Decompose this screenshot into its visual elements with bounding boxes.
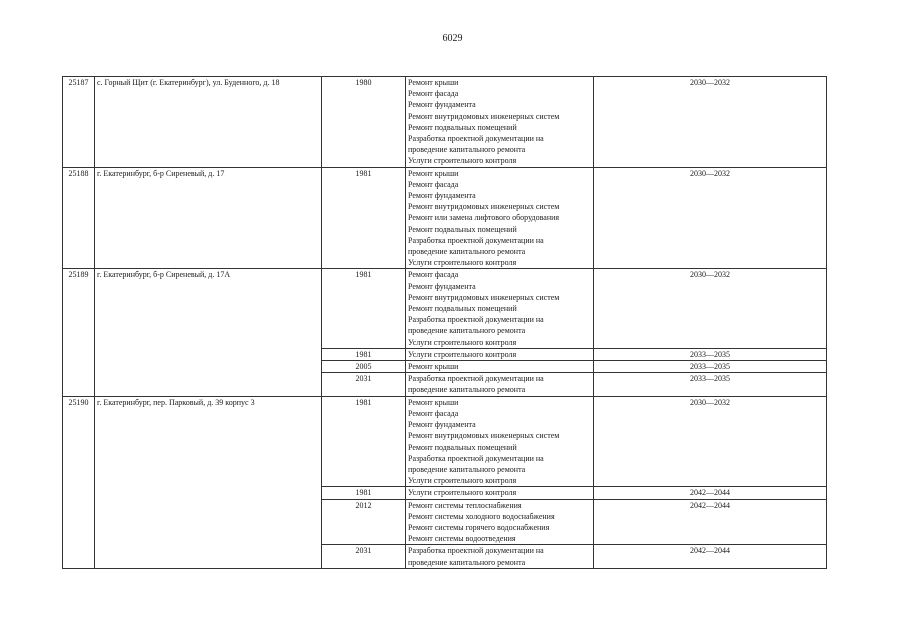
work-item: проведение капитального ремонта <box>408 464 526 474</box>
period-cell: 2042—2044 <box>594 545 827 568</box>
works-cell <box>406 361 594 373</box>
year-cell: 1981 <box>322 396 406 487</box>
work-item: Ремонт подвальных помещений <box>408 224 517 234</box>
work-item: Ремонт крыши <box>408 362 459 372</box>
works-cell <box>406 545 594 568</box>
year-cell: 1981 <box>322 269 406 348</box>
work-item: проведение капитального ремонта <box>408 385 526 395</box>
works-cell <box>406 77 594 168</box>
work-item: Разработка проектной документации на <box>408 453 544 463</box>
year-cell: 1980 <box>322 77 406 168</box>
work-item: Ремонт крыши <box>408 168 459 178</box>
year-cell: 2005 <box>322 361 406 373</box>
works-cell <box>406 269 594 348</box>
table-body <box>63 77 827 569</box>
work-item: проведение капитального ремонта <box>408 557 526 567</box>
works-cell <box>406 487 594 499</box>
period-cell: 2033—2035 <box>594 361 827 373</box>
work-item: Ремонт фасада <box>408 270 459 280</box>
work-item: Разработка проектной документации на <box>408 315 544 325</box>
work-item: Услуги строительного контроля <box>408 156 517 166</box>
period-cell: 2030—2032 <box>594 77 827 168</box>
period-cell: 2042—2044 <box>594 487 827 499</box>
object-id-cell: 25190 <box>63 396 95 568</box>
period-cell: 2030—2032 <box>594 167 827 269</box>
work-item: Ремонт системы теплоснабжения <box>408 500 522 510</box>
table-row <box>63 77 827 168</box>
year-cell: 1981 <box>322 348 406 360</box>
address-cell: г. Екатеринбург, б-р Сиреневый, д. 17А <box>95 269 322 396</box>
period-cell: 2030—2032 <box>594 269 827 348</box>
work-item: Ремонт системы горячего водоснабжения <box>408 522 550 532</box>
work-item: Ремонт системы водоотведения <box>408 534 516 544</box>
page-number: 6029 <box>442 33 463 44</box>
year-cell: 2012 <box>322 499 406 545</box>
work-item: Услуги строительного контроля <box>408 476 517 486</box>
work-item: Ремонт подвальных помещений <box>408 304 517 314</box>
object-id-cell: 25187 <box>63 77 95 168</box>
work-item: Ремонт или замена лифтового оборудования <box>408 213 560 223</box>
works-cell <box>406 348 594 360</box>
work-item: Разработка проектной документации на <box>408 235 544 245</box>
work-item: Услуги строительного контроля <box>408 337 517 347</box>
works-cell <box>406 499 594 545</box>
work-item: Услуги строительного контроля <box>408 258 517 268</box>
period-cell: 2042—2044 <box>594 499 827 545</box>
period-cell: 2033—2035 <box>594 348 827 360</box>
work-item: Ремонт фасада <box>408 179 459 189</box>
work-item: проведение капитального ремонта <box>408 326 526 336</box>
work-item: Ремонт внутридомовых инженерных систем <box>408 431 560 441</box>
work-item: Ремонт фасада <box>408 408 459 418</box>
work-item: Ремонт внутридомовых инженерных систем <box>408 292 560 302</box>
works-cell <box>406 373 594 396</box>
work-item: Ремонт фасада <box>408 89 459 99</box>
object-id-cell: 25189 <box>63 269 95 396</box>
work-item: Ремонт фундамента <box>408 281 476 291</box>
work-item: Ремонт подвальных помещений <box>408 122 517 132</box>
work-item: Ремонт фундамента <box>408 420 476 430</box>
work-item: Ремонт внутридомовых инженерных систем <box>408 202 560 212</box>
table-row <box>63 396 827 487</box>
year-cell: 2031 <box>322 373 406 396</box>
repair-schedule-table <box>62 76 827 569</box>
works-cell <box>406 396 594 487</box>
year-cell: 1981 <box>322 487 406 499</box>
work-item: Разработка проектной документации на <box>408 374 544 384</box>
period-cell: 2033—2035 <box>594 373 827 396</box>
work-item: Разработка проектной документации на <box>408 134 544 144</box>
work-item: проведение капитального ремонта <box>408 247 526 257</box>
work-item: Ремонт фундамента <box>408 100 476 110</box>
address-cell: г. Екатеринбург, пер. Парковый, д. 39 корпус 3 <box>95 396 322 568</box>
year-cell: 1981 <box>322 167 406 269</box>
work-item: Услуги строительного контроля <box>408 349 517 359</box>
work-item: Ремонт крыши <box>408 78 459 87</box>
work-item: Ремонт системы холодного водоснабжения <box>408 511 555 521</box>
object-id-cell: 25188 <box>63 167 95 269</box>
work-item: Ремонт внутридомовых инженерных систем <box>408 111 560 121</box>
table-row <box>63 167 827 269</box>
works-cell <box>406 167 594 269</box>
period-cell: 2030—2032 <box>594 396 827 487</box>
work-item: Услуги строительного контроля <box>408 488 517 498</box>
address-cell: г. Екатеринбург, б-р Сиреневый, д. 17 <box>95 167 322 269</box>
year-cell: 2031 <box>322 545 406 568</box>
table-row <box>63 269 827 348</box>
work-item: Разработка проектной документации на <box>408 546 544 556</box>
work-item: проведение капитального ремонта <box>408 145 526 155</box>
work-item: Ремонт крыши <box>408 397 459 407</box>
work-item: Ремонт подвальных помещений <box>408 442 517 452</box>
address-cell: с. Горный Щит (г. Екатеринбург), ул. Буденного, д. 18 <box>95 77 322 168</box>
work-item: Ремонт фундамента <box>408 191 476 201</box>
